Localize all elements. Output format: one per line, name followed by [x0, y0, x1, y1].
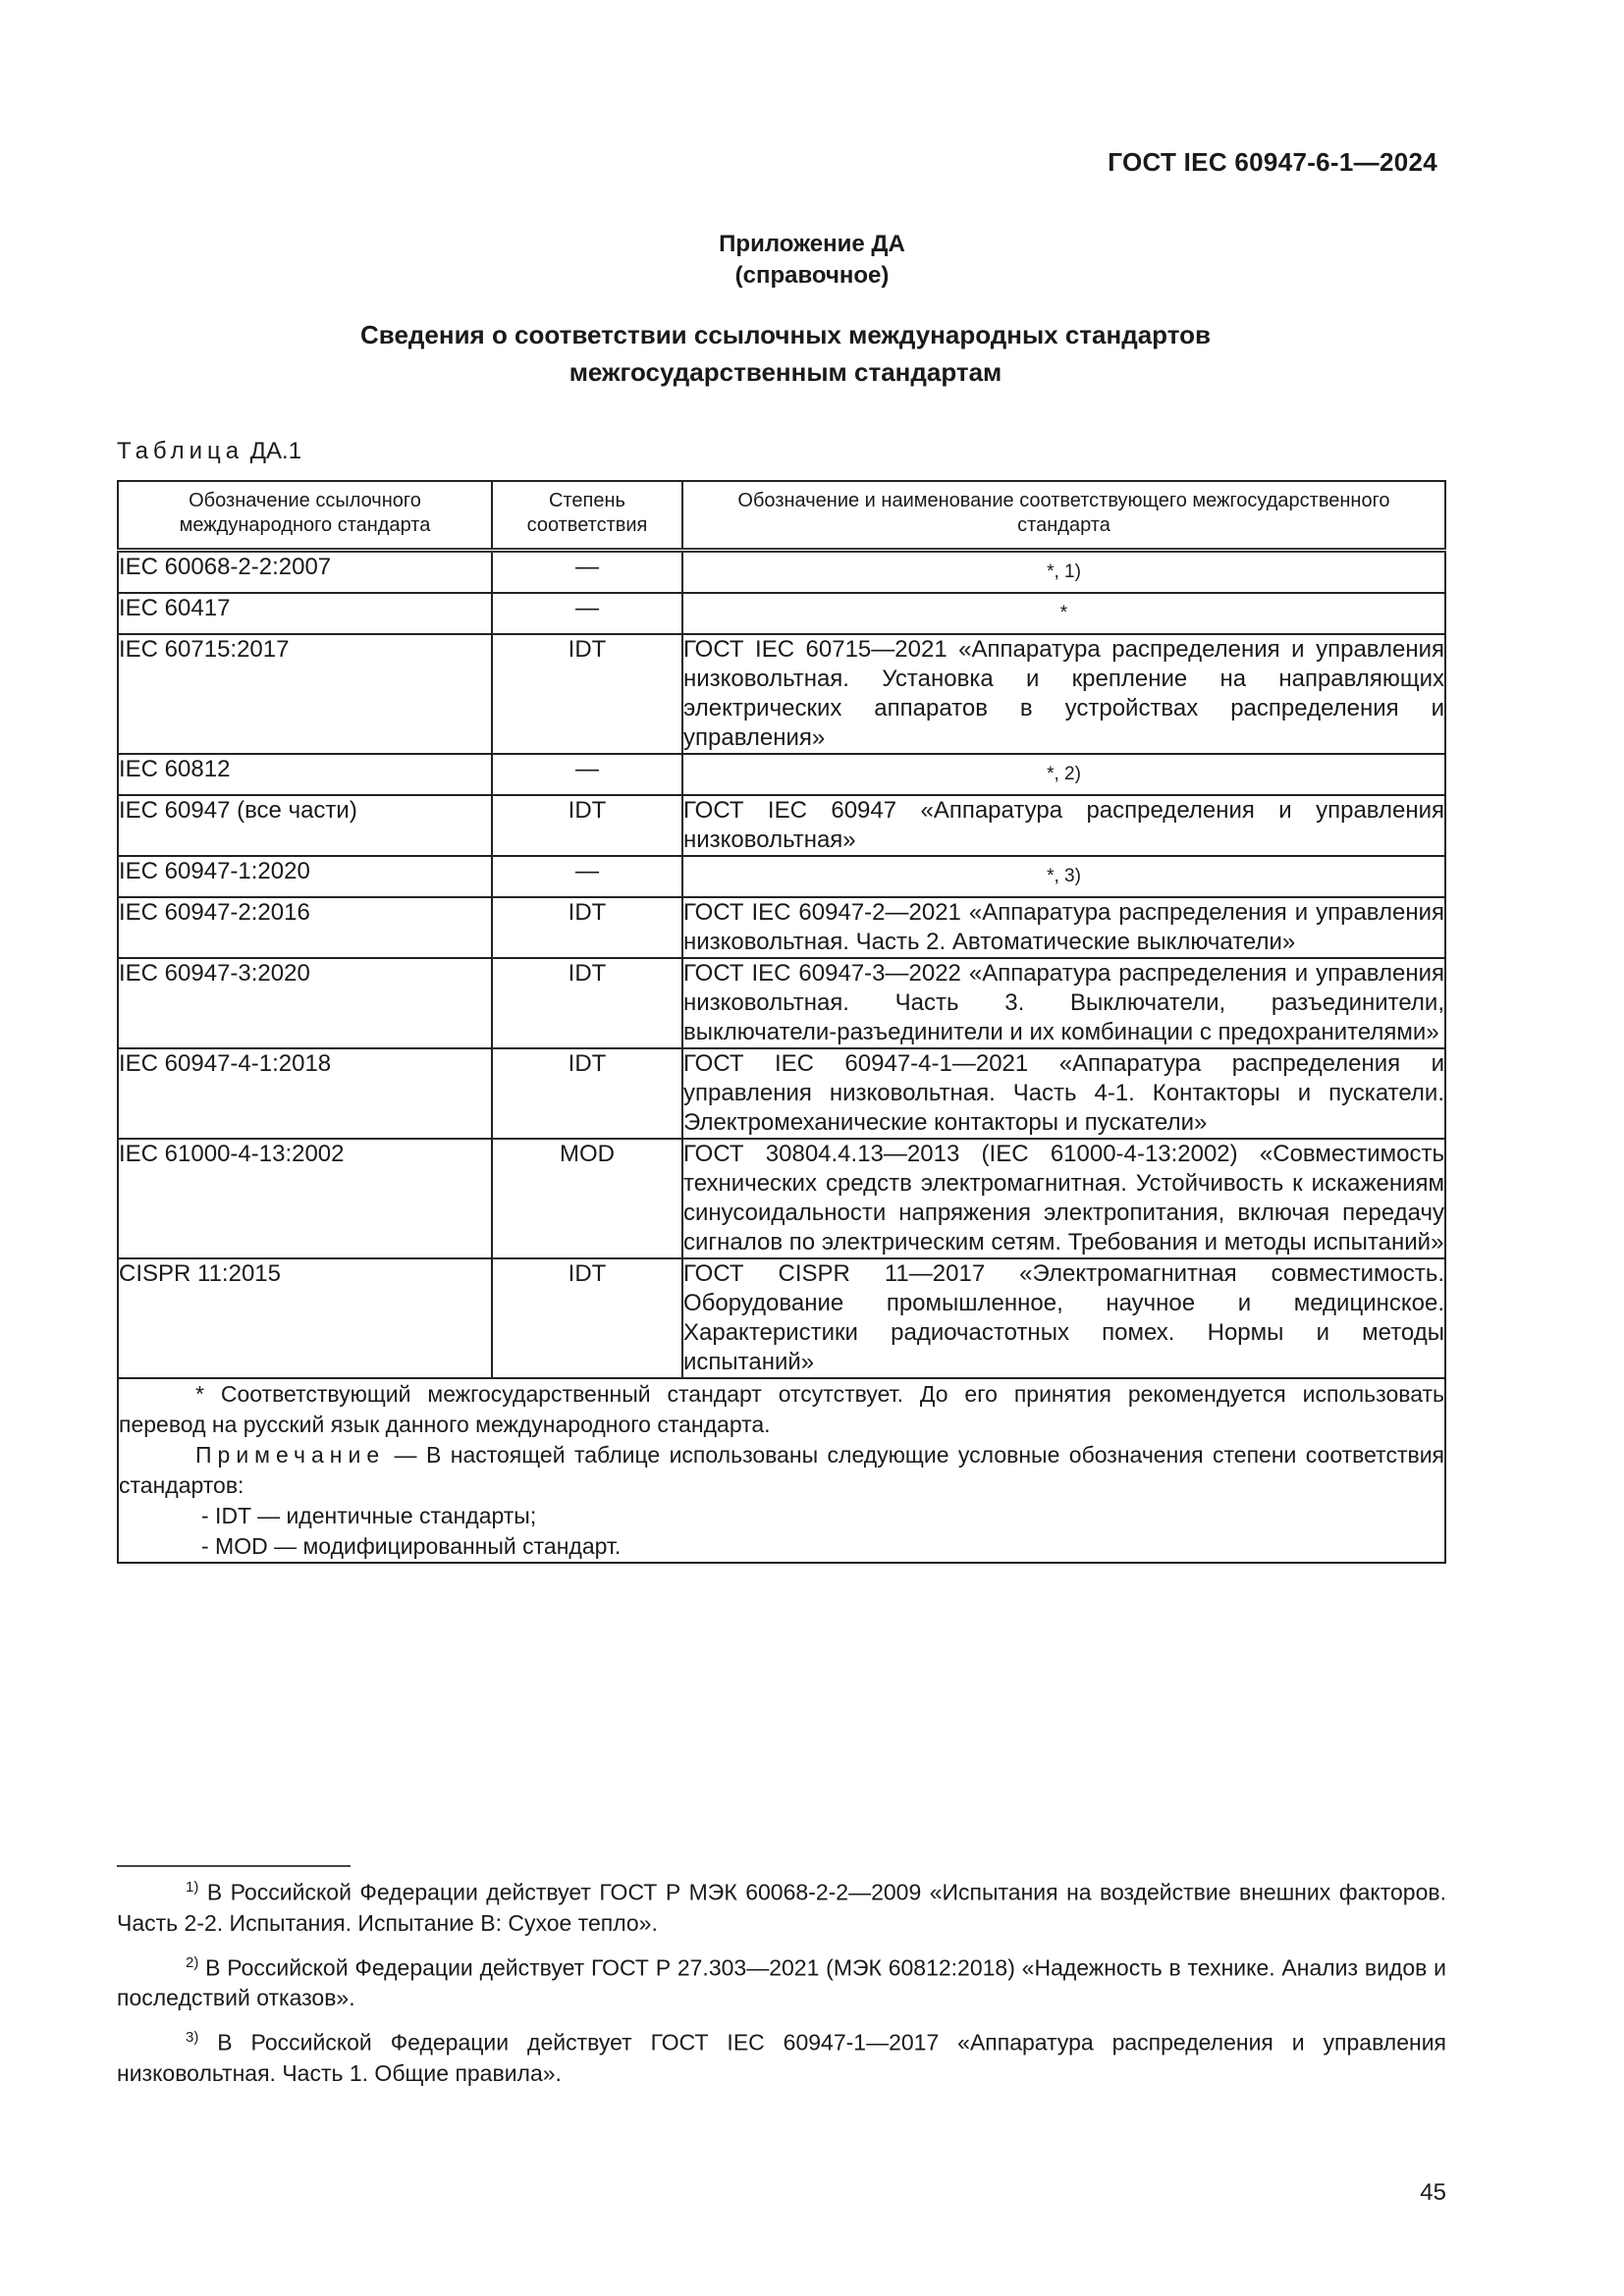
table-footer [118, 1378, 1445, 1563]
cell-standard-name: ГОСТ IEC 60947-2—2021 «Аппаратура распределения и управления низковольтная. Часть 2. Автоматические выключатели» [682, 897, 1445, 958]
cell-degree: IDT [492, 1258, 682, 1378]
cell-degree: IDT [492, 1048, 682, 1139]
cell-reference: IEC 60417 [118, 593, 492, 634]
cell-reference: IEC 60947 (все части) [118, 795, 492, 856]
cell-reference: IEC 61000-4-13:2002 [118, 1139, 492, 1258]
annex-heading [295, 316, 1276, 391]
cell-standard-name: ГОСТ 30804.4.13—2013 (IEC 61000-4-13:2002) «Совместимость технических средств электромагнитная. Устойчивость к искажениям синусоидальности напряжения электропитания, включая передачу сигналов по электрическим сетям. Требования и методы испытаний» [682, 1139, 1445, 1258]
cell-reference: IEC 60812 [118, 754, 492, 795]
note-label: Примечание [195, 1442, 386, 1468]
table-row [118, 1139, 1445, 1258]
cell-degree: — [492, 754, 682, 795]
cell-reference: IEC 60947-2:2016 [118, 897, 492, 958]
cell-degree: — [492, 551, 682, 594]
cell-reference: IEC 60947-3:2020 [118, 958, 492, 1048]
footnote-number: 2) [186, 1953, 199, 1971]
document-code: ГОСТ IEC 60947-6-1—2024 [1108, 147, 1437, 177]
cell-standard-name: ГОСТ CISPR 11—2017 «Электромагнитная совместимость. Оборудование промышленное, научное и медицинское. Характеристики радиочастотных помех. Нормы и методы испытаний» [682, 1258, 1445, 1378]
table-label-prefix: Таблица [117, 438, 244, 464]
table-row [118, 856, 1445, 897]
table-row [118, 1258, 1445, 1378]
table-row [118, 958, 1445, 1048]
cell-degree: IDT [492, 795, 682, 856]
footnote-divider [117, 1865, 351, 1867]
annex-kind: (справочное) [734, 262, 890, 289]
note-paragraph [119, 1440, 1444, 1501]
cell-reference: IEC 60947-1:2020 [118, 856, 492, 897]
table-header-row [118, 481, 1445, 551]
table-row [118, 897, 1445, 958]
table-row [118, 754, 1445, 795]
table-label [117, 438, 301, 465]
cell-standard-name: ГОСТ IEC 60947-4-1—2021 «Аппаратура распределения и управления низковольтная. Часть 4-1. Контакторы и пускатели. Электромеханические контакторы и пускатели» [682, 1048, 1445, 1139]
table-row [118, 593, 1445, 634]
cell-standard-name: ГОСТ IEC 60715—2021 «Аппаратура распределения и управления низковольтная. Установка и крепление на направляющих электрических аппаратов в устройствах распределения и управления» [682, 634, 1445, 754]
legend-item: - MOD — модифицированный стандарт. [201, 1533, 622, 1559]
heading-line-1: Сведения о соответствии ссылочных международных стандартов [360, 320, 1211, 349]
cell-degree: MOD [492, 1139, 682, 1258]
table-row [118, 551, 1445, 594]
col-header-reference: Обозначение ссылочного международного стандарта [118, 481, 492, 551]
cell-standard-name: ГОСТ IEC 60947 «Аппаратура распределения и управления низковольтная» [682, 795, 1445, 856]
cell-reference: IEC 60068-2-2:2007 [118, 551, 492, 594]
annex-title: Приложение ДА [719, 231, 905, 257]
cell-reference: CISPR 11:2015 [118, 1258, 492, 1378]
footnote-number: 1) [186, 1879, 199, 1896]
footnote [117, 1948, 1446, 2014]
cell-reference: IEC 60947-4-1:2018 [118, 1048, 492, 1139]
asterisk-note: * Соответствующий межгосударственный стандарт отсутствует. До его принятия рекомендуется использовать перевод на русский язык данного международного стандарта. [119, 1381, 1444, 1437]
cell-standard-name: *, 3) [682, 856, 1445, 897]
table-row [118, 634, 1445, 754]
cell-reference: IEC 60715:2017 [118, 634, 492, 754]
legend-item: - IDT — идентичные стандарты; [201, 1503, 537, 1528]
cell-degree: IDT [492, 897, 682, 958]
page-number: 45 [1420, 2179, 1446, 2206]
footnotes [117, 1872, 1446, 2098]
table-footer-row [118, 1378, 1445, 1563]
footnote [117, 1872, 1446, 1939]
correspondence-table [117, 480, 1446, 1564]
table-row [118, 1048, 1445, 1139]
footnote-text: В Российской Федерации действует ГОСТ Р МЭК 60068-2-2—2009 «Испытания на воздействие внешних факторов. Часть 2-2. Испытания. Испытание В: Сухое тепло». [117, 1879, 1446, 1936]
cell-degree: IDT [492, 634, 682, 754]
cell-standard-name: ГОСТ IEC 60947-3—2022 «Аппаратура распределения и управления низковольтная. Часть 3. Выключатели, разъединители, выключатели-разъединители и их комбинации с предохранителями» [682, 958, 1445, 1048]
footnote-text: В Российской Федерации действует ГОСТ IEC 60947-1—2017 «Аппаратура распределения и управления низковольтная. Часть 1. Общие правила». [117, 2029, 1446, 2086]
cell-standard-name: * [682, 593, 1445, 634]
col-header-interstate-standard: Обозначение и наименование соответствующего межгосударственного стандарта [682, 481, 1445, 551]
cell-degree: IDT [492, 958, 682, 1048]
table-label-number: ДА.1 [249, 438, 302, 464]
note-text: — В настоящей таблице использованы следующие условные обозначения степени соответствия стандартов: [119, 1442, 1444, 1498]
cell-standard-name: *, 2) [682, 754, 1445, 795]
col-header-degree: Степень соответствия [492, 481, 682, 551]
cell-degree: — [492, 593, 682, 634]
table-row [118, 795, 1445, 856]
footnote-text: В Российской Федерации действует ГОСТ Р 27.303—2021 (МЭК 60812:2018) «Надежность в технике. Анализ видов и последствий отказов». [117, 1954, 1446, 2011]
cell-standard-name: *, 1) [682, 551, 1445, 594]
heading-line-2: межгосударственным стандартам [568, 357, 1002, 387]
footnote [117, 2022, 1446, 2089]
footnote-number: 3) [186, 2029, 199, 2047]
cell-degree: — [492, 856, 682, 897]
